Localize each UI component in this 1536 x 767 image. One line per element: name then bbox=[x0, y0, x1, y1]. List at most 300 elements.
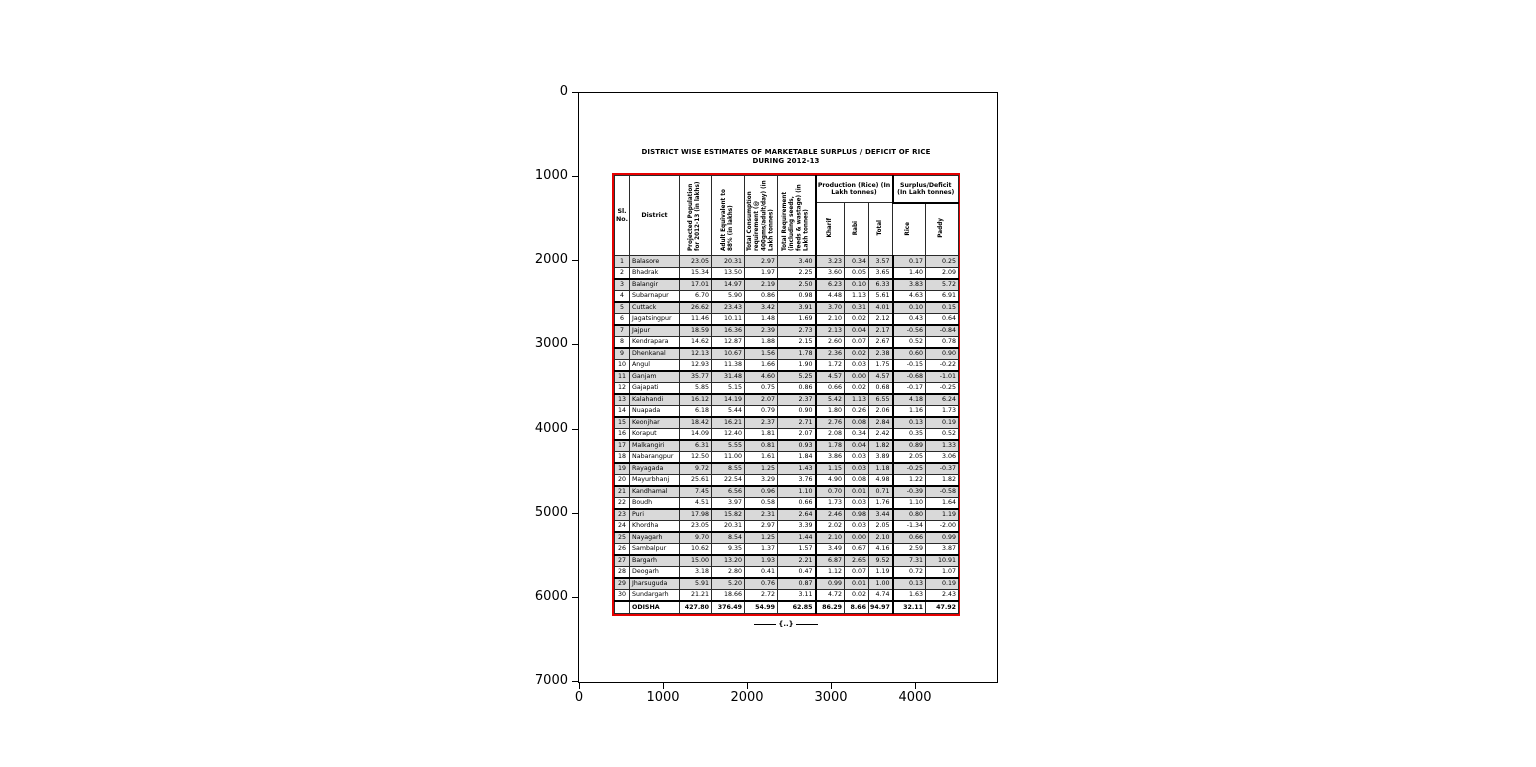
cell: 0.96 bbox=[745, 486, 778, 498]
cell: 6.33 bbox=[869, 279, 893, 291]
x-tick-label: 1000 bbox=[646, 690, 680, 705]
cell: 1.82 bbox=[926, 474, 959, 486]
cell: 2.50 bbox=[778, 279, 816, 291]
table-row bbox=[615, 474, 959, 486]
cell: 32.11 bbox=[893, 601, 926, 614]
cell: 1.78 bbox=[778, 348, 816, 360]
cell: 5.91 bbox=[680, 578, 712, 590]
cell: 3.60 bbox=[816, 267, 845, 279]
y-tick-label: 2000 bbox=[534, 252, 568, 268]
cell: -0.17 bbox=[893, 382, 926, 394]
cell: 15.34 bbox=[680, 267, 712, 279]
cell: Mayurbhanj bbox=[630, 474, 680, 486]
y-tick-label: 0 bbox=[559, 84, 568, 99]
cell: Angul bbox=[630, 359, 680, 371]
cell: 10.62 bbox=[680, 543, 712, 555]
cell: 0.41 bbox=[745, 566, 778, 578]
col-group-surplus-deficit: Surplus/Deficit (In Lakh tonnes) bbox=[893, 176, 959, 203]
cell: 2.64 bbox=[778, 509, 816, 521]
cell: 18.42 bbox=[680, 417, 712, 429]
cell: -0.68 bbox=[893, 371, 926, 383]
ornament-line-right bbox=[796, 624, 818, 625]
cell: 8.55 bbox=[712, 463, 745, 475]
cell: -0.37 bbox=[926, 463, 959, 475]
cell: 9.72 bbox=[680, 463, 712, 475]
cell: 1.44 bbox=[778, 532, 816, 544]
cell: 23.43 bbox=[712, 302, 745, 314]
table-row bbox=[615, 302, 959, 314]
cell: 0.19 bbox=[926, 417, 959, 429]
col-header-requirement: Total Requirement (including seeds, feeds & wastage) (in Lakh tonnes) bbox=[778, 176, 816, 256]
table-row bbox=[615, 279, 959, 291]
y-tick-mark bbox=[572, 597, 578, 598]
cell: 0.17 bbox=[893, 256, 926, 268]
cell: 5.20 bbox=[712, 578, 745, 590]
cell: 1.19 bbox=[926, 509, 959, 521]
cell: 1.13 bbox=[845, 290, 869, 302]
cell: 22 bbox=[615, 497, 630, 509]
cell: 20 bbox=[615, 474, 630, 486]
cell: 0.03 bbox=[845, 463, 869, 475]
cell: 62.85 bbox=[778, 601, 816, 614]
col-header-rice: Rice bbox=[893, 203, 926, 256]
cell: 10.67 bbox=[712, 348, 745, 360]
cell: 0.10 bbox=[893, 302, 926, 314]
cell: 2.38 bbox=[869, 348, 893, 360]
table-title-line1: DISTRICT WISE ESTIMATES OF MARKETABLE SURPLUS / DEFICIT OF RICE bbox=[641, 148, 931, 156]
col-header-district: District bbox=[630, 176, 680, 256]
y-tick-label: 6000 bbox=[534, 588, 568, 604]
cell: 3.91 bbox=[778, 302, 816, 314]
y-tick-mark bbox=[572, 260, 578, 261]
cell: 1.19 bbox=[869, 566, 893, 578]
cell: Jagatsingpur bbox=[630, 313, 680, 325]
cell: 0.13 bbox=[893, 578, 926, 590]
cell: 6.91 bbox=[926, 290, 959, 302]
cell: Bhadrak bbox=[630, 267, 680, 279]
col-header-total: Total bbox=[869, 203, 893, 256]
cell: 13 bbox=[615, 394, 630, 406]
cell: 16.36 bbox=[712, 325, 745, 337]
cell: 21.21 bbox=[680, 589, 712, 601]
table-row bbox=[615, 359, 959, 371]
cell: Cuttack bbox=[630, 302, 680, 314]
cell: Kalahandi bbox=[630, 394, 680, 406]
cell: Subarnapur bbox=[630, 290, 680, 302]
cell: 2.71 bbox=[778, 417, 816, 429]
cell: 19 bbox=[615, 463, 630, 475]
cell: 10.11 bbox=[712, 313, 745, 325]
cell: 2.80 bbox=[712, 566, 745, 578]
cell: 1.33 bbox=[926, 440, 959, 452]
table-row bbox=[615, 555, 959, 567]
cell: 1.82 bbox=[869, 440, 893, 452]
cell: 2.73 bbox=[778, 325, 816, 337]
cell: 16.12 bbox=[680, 394, 712, 406]
cell: 15 bbox=[615, 417, 630, 429]
table-row-total bbox=[615, 601, 959, 614]
cell: Gajapati bbox=[630, 382, 680, 394]
cell: 2.84 bbox=[869, 417, 893, 429]
cell: 9 bbox=[615, 348, 630, 360]
cell: 2.97 bbox=[745, 256, 778, 268]
cell: 0.35 bbox=[893, 428, 926, 440]
cell: Deogarh bbox=[630, 566, 680, 578]
cell: 1.22 bbox=[893, 474, 926, 486]
table-row bbox=[615, 405, 959, 417]
table-row bbox=[615, 451, 959, 463]
cell: 0.52 bbox=[926, 428, 959, 440]
cell: 3.39 bbox=[778, 520, 816, 532]
cell: 1.73 bbox=[816, 497, 845, 509]
cell: Rayagada bbox=[630, 463, 680, 475]
cell: Nayagarh bbox=[630, 532, 680, 544]
cell: 5.44 bbox=[712, 405, 745, 417]
cell: 23 bbox=[615, 509, 630, 521]
cell: 1.57 bbox=[778, 543, 816, 555]
cell: 14.19 bbox=[712, 394, 745, 406]
cell: 0.66 bbox=[778, 497, 816, 509]
cell: 0.70 bbox=[816, 486, 845, 498]
x-tick-label: 0 bbox=[574, 690, 584, 705]
cell: 20.31 bbox=[712, 256, 745, 268]
cell: 2.05 bbox=[893, 451, 926, 463]
cell: 0.04 bbox=[845, 440, 869, 452]
cell: 4.98 bbox=[869, 474, 893, 486]
cell: 2.13 bbox=[816, 325, 845, 337]
cell: 0.98 bbox=[778, 290, 816, 302]
cell: 8.54 bbox=[712, 532, 745, 544]
cell: 5 bbox=[615, 302, 630, 314]
table-row bbox=[615, 589, 959, 601]
cell: 0.00 bbox=[845, 532, 869, 544]
cell: 3 bbox=[615, 279, 630, 291]
cell: 1.90 bbox=[778, 359, 816, 371]
cell: 1.00 bbox=[869, 578, 893, 590]
cell: Nabarangpur bbox=[630, 451, 680, 463]
cell: 18.66 bbox=[712, 589, 745, 601]
cell: 35.77 bbox=[680, 371, 712, 383]
cell: -0.84 bbox=[926, 325, 959, 337]
cell: -0.25 bbox=[893, 463, 926, 475]
cell: 1.97 bbox=[745, 267, 778, 279]
ornament-line-left bbox=[754, 624, 776, 625]
cell: 2.21 bbox=[778, 555, 816, 567]
y-tick-mark bbox=[572, 681, 578, 682]
cell: 4.74 bbox=[869, 589, 893, 601]
cell: 20.31 bbox=[712, 520, 745, 532]
cell: 1.78 bbox=[816, 440, 845, 452]
cell: 1.37 bbox=[745, 543, 778, 555]
x-tick-mark bbox=[663, 683, 664, 689]
y-tick-mark bbox=[572, 344, 578, 345]
cell: 0.31 bbox=[845, 302, 869, 314]
cell: 5.42 bbox=[816, 394, 845, 406]
x-tick-mark bbox=[915, 683, 916, 689]
cell: 6.56 bbox=[712, 486, 745, 498]
cell: 2.07 bbox=[745, 394, 778, 406]
cell: 3.44 bbox=[869, 509, 893, 521]
x-tick-label: 2000 bbox=[730, 690, 764, 705]
cell: 2.60 bbox=[816, 336, 845, 348]
cell: 2.67 bbox=[869, 336, 893, 348]
cell: 16.21 bbox=[712, 417, 745, 429]
cell: 3.97 bbox=[712, 497, 745, 509]
cell: 3.40 bbox=[778, 256, 816, 268]
cell: 6.24 bbox=[926, 394, 959, 406]
cell: 1.81 bbox=[745, 428, 778, 440]
cell: 0.58 bbox=[745, 497, 778, 509]
cell: 6.70 bbox=[680, 290, 712, 302]
cell: 21 bbox=[615, 486, 630, 498]
cell: Puri bbox=[630, 509, 680, 521]
table-row bbox=[615, 417, 959, 429]
cell: 3.76 bbox=[778, 474, 816, 486]
cell: 0.76 bbox=[745, 578, 778, 590]
cell: 1.61 bbox=[745, 451, 778, 463]
cell: 0.89 bbox=[893, 440, 926, 452]
cell: 2.36 bbox=[816, 348, 845, 360]
y-tick-mark bbox=[572, 92, 578, 93]
cell: 2.07 bbox=[778, 428, 816, 440]
cell: 3.89 bbox=[869, 451, 893, 463]
cell: 31.48 bbox=[712, 371, 745, 383]
cell: 1.15 bbox=[816, 463, 845, 475]
cell: 12.13 bbox=[680, 348, 712, 360]
cell: 4.48 bbox=[816, 290, 845, 302]
cell: 0.68 bbox=[869, 382, 893, 394]
cell: 0.66 bbox=[893, 532, 926, 544]
cell: 18.59 bbox=[680, 325, 712, 337]
cell: 2 bbox=[615, 267, 630, 279]
cell: 4.60 bbox=[745, 371, 778, 383]
cell: 0.34 bbox=[845, 256, 869, 268]
cell: 0.03 bbox=[845, 497, 869, 509]
cell: 17 bbox=[615, 440, 630, 452]
cell: 1.12 bbox=[816, 566, 845, 578]
cell: 0.86 bbox=[778, 382, 816, 394]
cell: 2.31 bbox=[745, 509, 778, 521]
cell: 0.15 bbox=[926, 302, 959, 314]
cell: 0.64 bbox=[926, 313, 959, 325]
cell: -0.22 bbox=[926, 359, 959, 371]
cell: 12.50 bbox=[680, 451, 712, 463]
table-row bbox=[615, 348, 959, 360]
cell: 0.67 bbox=[845, 543, 869, 555]
cell: 17.98 bbox=[680, 509, 712, 521]
cell: 2.17 bbox=[869, 325, 893, 337]
cell: 3.83 bbox=[893, 279, 926, 291]
cell: 0.25 bbox=[926, 256, 959, 268]
cell: 2.39 bbox=[745, 325, 778, 337]
cell: 1.10 bbox=[893, 497, 926, 509]
cell: 9.52 bbox=[869, 555, 893, 567]
cell: Sundargarh bbox=[630, 589, 680, 601]
cell: 11.38 bbox=[712, 359, 745, 371]
cell: -1.01 bbox=[926, 371, 959, 383]
cell: 3.06 bbox=[926, 451, 959, 463]
cell: Kendrapara bbox=[630, 336, 680, 348]
cell: 15.82 bbox=[712, 509, 745, 521]
cell: 0.79 bbox=[745, 405, 778, 417]
cell: 0.02 bbox=[845, 313, 869, 325]
cell: 12.40 bbox=[712, 428, 745, 440]
cell: 1.07 bbox=[926, 566, 959, 578]
cell: 0.05 bbox=[845, 267, 869, 279]
cell: 5.72 bbox=[926, 279, 959, 291]
table-row bbox=[615, 371, 959, 383]
cell: 1.69 bbox=[778, 313, 816, 325]
x-tick-label: 4000 bbox=[898, 690, 932, 705]
cell: 23.05 bbox=[680, 256, 712, 268]
cell: 26 bbox=[615, 543, 630, 555]
cell: 0.60 bbox=[893, 348, 926, 360]
cell: 1.80 bbox=[816, 405, 845, 417]
cell: 376.49 bbox=[712, 601, 745, 614]
col-header-population: Projected Population for 2012-13 (in lakhs) bbox=[680, 176, 712, 256]
cell: 0.07 bbox=[845, 336, 869, 348]
cell: 2.10 bbox=[816, 313, 845, 325]
cell: 5.90 bbox=[712, 290, 745, 302]
cell: 2.43 bbox=[926, 589, 959, 601]
cell: 0.43 bbox=[893, 313, 926, 325]
cell: 1.40 bbox=[893, 267, 926, 279]
cell: 2.76 bbox=[816, 417, 845, 429]
cell: 3.18 bbox=[680, 566, 712, 578]
col-header-kharif: Kharif bbox=[816, 203, 845, 256]
cell: 1.93 bbox=[745, 555, 778, 567]
table-row bbox=[615, 382, 959, 394]
cell: 6.23 bbox=[816, 279, 845, 291]
cell: -2.00 bbox=[926, 520, 959, 532]
cell: -1.34 bbox=[893, 520, 926, 532]
table-row bbox=[615, 486, 959, 498]
cell: 1.75 bbox=[869, 359, 893, 371]
cell: 54.99 bbox=[745, 601, 778, 614]
cell: Koraput bbox=[630, 428, 680, 440]
cell: 4.72 bbox=[816, 589, 845, 601]
cell: 1.13 bbox=[845, 394, 869, 406]
table-row bbox=[615, 440, 959, 452]
cell: 0.99 bbox=[816, 578, 845, 590]
cell: 10 bbox=[615, 359, 630, 371]
cell: -0.25 bbox=[926, 382, 959, 394]
cell: 1.43 bbox=[778, 463, 816, 475]
table-row bbox=[615, 543, 959, 555]
cell: 2.19 bbox=[745, 279, 778, 291]
cell: 0.72 bbox=[893, 566, 926, 578]
cell: 5.25 bbox=[778, 371, 816, 383]
cell: 0.08 bbox=[845, 474, 869, 486]
table-row bbox=[615, 290, 959, 302]
cell: Dhenkanal bbox=[630, 348, 680, 360]
cell: 5.55 bbox=[712, 440, 745, 452]
cell: 10.91 bbox=[926, 555, 959, 567]
cell: 1.64 bbox=[926, 497, 959, 509]
cell: 2.09 bbox=[926, 267, 959, 279]
table-row bbox=[615, 394, 959, 406]
cell: 27 bbox=[615, 555, 630, 567]
table-row bbox=[615, 428, 959, 440]
cell: 0.13 bbox=[893, 417, 926, 429]
table-row bbox=[615, 267, 959, 279]
cell: 2.59 bbox=[893, 543, 926, 555]
cell: 4.18 bbox=[893, 394, 926, 406]
table-header bbox=[615, 176, 959, 256]
cell: 0.19 bbox=[926, 578, 959, 590]
cell bbox=[615, 601, 630, 614]
cell: 0.02 bbox=[845, 589, 869, 601]
cell: 2.05 bbox=[869, 520, 893, 532]
surplus-deficit-table bbox=[614, 175, 959, 614]
cell: 1.73 bbox=[926, 405, 959, 417]
col-header-adult: Adult Equivalent to 88% (in lakhs) bbox=[712, 176, 745, 256]
cell: 7.45 bbox=[680, 486, 712, 498]
table-row bbox=[615, 509, 959, 521]
cell: 427.80 bbox=[680, 601, 712, 614]
cell: 4.90 bbox=[816, 474, 845, 486]
cell: Balangir bbox=[630, 279, 680, 291]
cell: 23.05 bbox=[680, 520, 712, 532]
cell: 6.18 bbox=[680, 405, 712, 417]
cell: 3.57 bbox=[869, 256, 893, 268]
cell: 2.02 bbox=[816, 520, 845, 532]
cell: Sambalpur bbox=[630, 543, 680, 555]
cell: Jharsuguda bbox=[630, 578, 680, 590]
cell: 86.29 bbox=[816, 601, 845, 614]
cell: 0.86 bbox=[745, 290, 778, 302]
cell: 7 bbox=[615, 325, 630, 337]
cell: 15.00 bbox=[680, 555, 712, 567]
cell: 1.56 bbox=[745, 348, 778, 360]
cell: 1.63 bbox=[893, 589, 926, 601]
x-tick-label: 3000 bbox=[814, 690, 848, 705]
cell: 1.10 bbox=[778, 486, 816, 498]
cell: 2.37 bbox=[778, 394, 816, 406]
cell: 47.92 bbox=[926, 601, 959, 614]
cell: Nuapada bbox=[630, 405, 680, 417]
cell: 22.54 bbox=[712, 474, 745, 486]
cell: Kandhamal bbox=[630, 486, 680, 498]
cell: 2.97 bbox=[745, 520, 778, 532]
col-header-sl-no: Sl. No. bbox=[615, 176, 630, 256]
cell: 0.04 bbox=[845, 325, 869, 337]
page-ornament bbox=[612, 620, 960, 628]
cell: 0.98 bbox=[845, 509, 869, 521]
cell: 11.00 bbox=[712, 451, 745, 463]
cell: 3.11 bbox=[778, 589, 816, 601]
cell: 14.97 bbox=[712, 279, 745, 291]
cell: 16 bbox=[615, 428, 630, 440]
cell: 0.78 bbox=[926, 336, 959, 348]
cell: 3.87 bbox=[926, 543, 959, 555]
y-tick-label: 1000 bbox=[534, 168, 568, 184]
cell: 0.02 bbox=[845, 382, 869, 394]
col-header-rabi: Rabi bbox=[845, 203, 869, 256]
cell: Malkangiri bbox=[630, 440, 680, 452]
cell: Jajpur bbox=[630, 325, 680, 337]
table-row bbox=[615, 256, 959, 268]
table-row bbox=[615, 497, 959, 509]
cell: 4.63 bbox=[893, 290, 926, 302]
y-tick-label: 4000 bbox=[534, 420, 568, 436]
table-row bbox=[615, 336, 959, 348]
cell: 0.90 bbox=[926, 348, 959, 360]
cell: 0.80 bbox=[893, 509, 926, 521]
cell: 0.01 bbox=[845, 578, 869, 590]
col-header-consumption: Total Consumption requirement (@ 400gms/adult/day) (in Lakh tonnes) bbox=[745, 176, 778, 256]
cell: 5.15 bbox=[712, 382, 745, 394]
